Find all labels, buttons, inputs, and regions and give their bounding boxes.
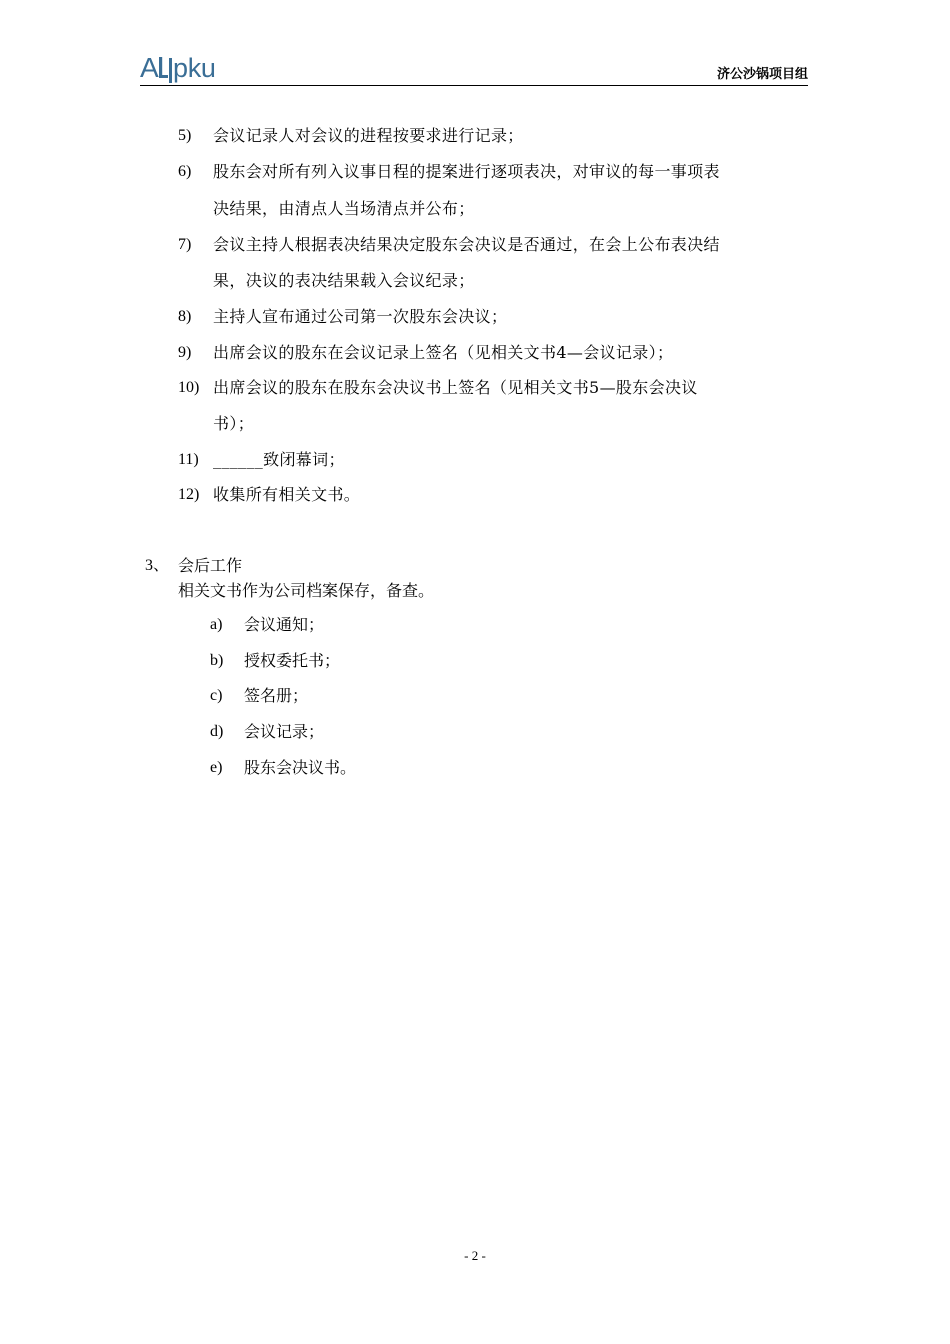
- list-item-text: 果，决议的表决结果载入会议纪录；: [213, 271, 475, 290]
- list-item-number: 5): [178, 127, 192, 144]
- list-item-text: 出席会议的股东在股东会决议书上签名（见相关文书5—股东会决议: [213, 378, 698, 397]
- list-item-text: 会议主持人根据表决结果决定股东会决议是否通过，在会上公布表决结: [213, 235, 720, 254]
- list-item-text: 决结果，由清点人当场清点并公布；: [213, 199, 475, 218]
- sub-list-item-text: 会议记录；: [244, 722, 325, 741]
- sub-list-item-text: 签名册；: [244, 686, 309, 705]
- sub-list-item-letter: a): [210, 616, 223, 633]
- list-item-text: 会议记录人对会议的进程按要求进行记录；: [213, 126, 524, 145]
- alpku-logo: [140, 52, 240, 84]
- list-item-number: 10): [178, 379, 200, 396]
- list-item-number: 9): [178, 344, 192, 361]
- page-header: [140, 52, 808, 86]
- list-item-number: 6): [178, 163, 192, 180]
- section-intro-text: 相关文书作为公司档案保存，备查。: [178, 581, 435, 600]
- sub-list-item-text: 授权委托书；: [244, 651, 341, 670]
- sub-list-item-letter: b): [210, 652, 224, 669]
- sub-list-item-letter: e): [210, 759, 223, 776]
- svg-text:A: A: [140, 52, 159, 83]
- list-item-text: 收集所有相关文书。: [213, 485, 361, 504]
- list-item-text: 股东会对所有列入议事日程的提案进行逐项表决，对审议的每一事项表: [213, 162, 720, 181]
- sub-list-item-text: 会议通知；: [244, 615, 325, 634]
- sub-list-item-text: 股东会决议书。: [244, 758, 357, 777]
- sub-list-item-letter: d): [210, 723, 224, 740]
- page-number: - 2 -: [464, 1248, 486, 1263]
- svg-text:pku: pku: [173, 53, 216, 83]
- list-item-text: 主持人宣布通过公司第一次股东会决议；: [213, 307, 508, 326]
- list-item-number: 11): [178, 451, 199, 468]
- list-item-number: 8): [178, 308, 192, 325]
- section-title: 会后工作: [178, 556, 243, 575]
- list-item-text: 书）；: [213, 414, 255, 433]
- header-project-name: 济公沙锅项目组: [716, 67, 808, 82]
- list-item-text: 出席会议的股东在会议记录上签名（见相关文书4—会议记录）；: [213, 343, 674, 362]
- section-number: 3、: [145, 557, 170, 574]
- sub-list-item-letter: c): [210, 687, 223, 704]
- list-item-number: 7): [178, 236, 192, 253]
- list-item-number: 12): [178, 486, 200, 503]
- list-item-text: ______致闭幕词；: [213, 450, 345, 469]
